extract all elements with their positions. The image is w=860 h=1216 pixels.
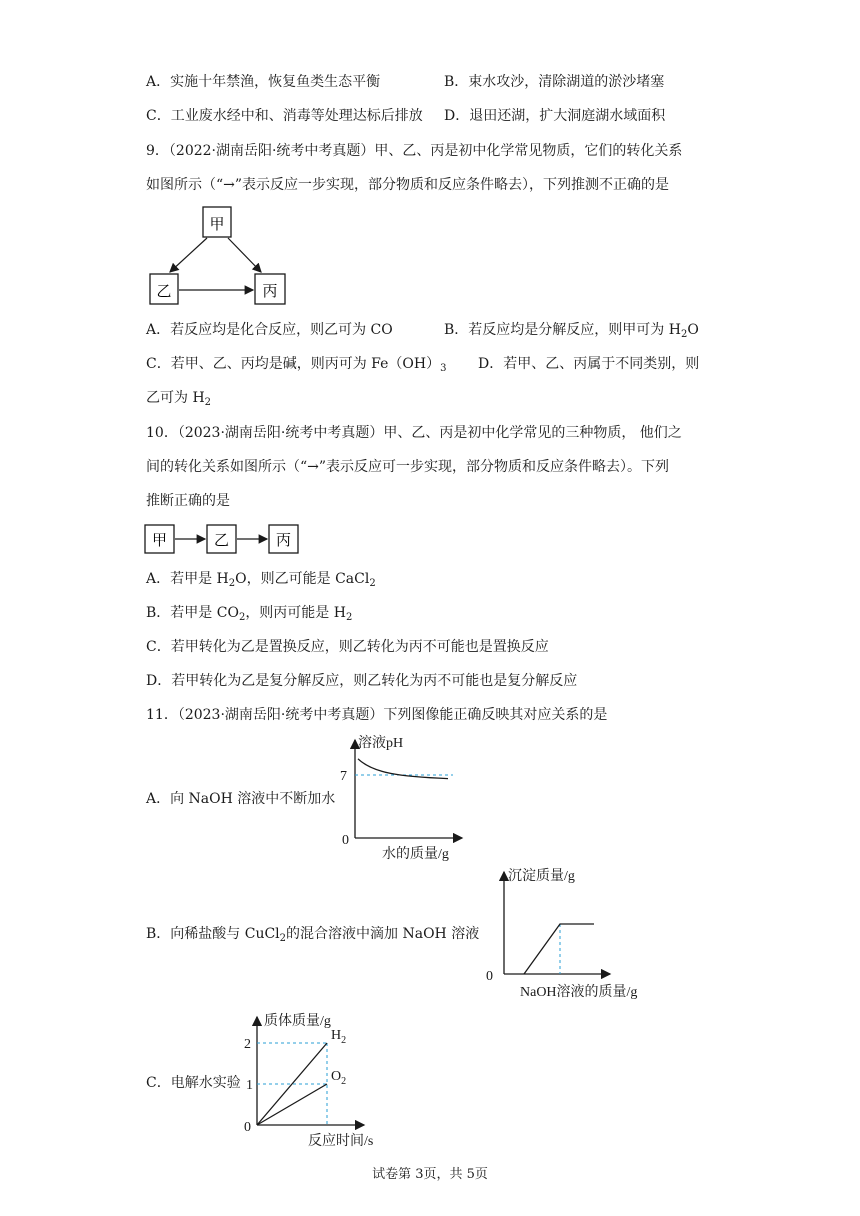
q11-option-b: B．向稀盐酸与 CuCl$_2$的混合溶液中滴加 NaOH 溶液: [146, 926, 480, 944]
q10-option-b: B．若甲是 $CO_2$，则丙可能是 $H_2$: [146, 605, 353, 623]
chart-a-y-label: 溶液pH: [358, 736, 404, 751]
q11-option-a: A．向 NaOH 溶液中不断加水: [146, 791, 336, 807]
q9-option-d-line-1: D．若甲、乙、丙属于不同类别，则: [478, 356, 700, 372]
q8-option-d: D．退田还湖，扩大洞庭湖水域面积: [444, 108, 666, 124]
chart-c-y-label: 质体质量/g: [264, 1014, 331, 1029]
q10-option-c: C．若甲转化为乙是置换反应，则乙转化为丙不可能也是置换反应: [146, 639, 549, 655]
q9-arrow-jia-bing: [228, 238, 261, 272]
chart-a-tick-7: 7: [340, 769, 347, 784]
chart-c-series-label-h2: $H_2$: [331, 1028, 347, 1046]
q9-stem-line-2: 如图所示（“→”表示反应一步实现，部分物质和反应条件略去），下列推测不正确的是: [146, 177, 670, 193]
q9-box-yi-label: 乙: [156, 282, 172, 300]
q10-option-a: A．若甲是 $H_2O$，则乙可能是 CaCl$_2$: [146, 571, 376, 589]
chart-c-tick-2: 2: [244, 1037, 251, 1052]
chart-c-origin: 0: [244, 1120, 251, 1135]
chart-c-gas-vs-time: [240, 1005, 390, 1150]
q10-box-bing-label: 丙: [275, 531, 292, 549]
q10-chain-diagram: [140, 521, 310, 557]
q9-option-d-line-2: 乙可为 $H_2$: [146, 390, 212, 408]
q8-option-c: C．工业废水经中和、消毒等处理达标后排放: [146, 108, 423, 124]
q9-option-a: A．若反应均是化合反应，则乙可为 CO: [146, 322, 393, 338]
chart-a-origin: 0: [342, 833, 349, 848]
q11-option-c: C．电解水实验: [146, 1075, 241, 1091]
chart-b-x-label: NaOH溶液的质量/g: [520, 985, 638, 1000]
chart-c-x-label: 反应时间/s: [308, 1134, 374, 1149]
chart-c-tick-1: 1: [246, 1078, 253, 1093]
q9-box-jia-label: 甲: [209, 215, 225, 233]
q10-box-yi-label: 乙: [213, 531, 230, 549]
q10-stem-line-2: 间的转化关系如图所示（“→”表示反应可一步实现，部分物质和反应条件略去）。下列: [146, 459, 670, 475]
q10-stem-line-1: 10．（2023·湖南岳阳·统考中考真题）甲、乙、丙是初中化学常见的三种物质， 他们之: [146, 425, 682, 441]
q9-stem-line-1: 9．（2022·湖南岳阳·统考中考真题）甲、乙、丙是初中化学常见物质，它们的转化关系: [146, 143, 683, 159]
q9-arrow-jia-yi: [170, 238, 207, 272]
q8-option-a: A．实施十年禁渔，恢复鱼类生态平衡: [146, 74, 381, 90]
page-footer: 试卷第 3页，共 5页: [372, 1167, 488, 1182]
q10-stem-line-3: 推断正确的是: [146, 493, 230, 509]
chart-c-series-label-o2: $O_2$: [331, 1069, 347, 1087]
q10-option-d: D．若甲转化为乙是复分解反应，则乙转化为丙不可能也是复分解反应: [146, 673, 578, 689]
chart-b-y-label: 沉淀质量/g: [508, 869, 575, 884]
chart-a-ph-vs-water: [330, 728, 490, 863]
chart-b-precipitate-vs-naoh: [478, 862, 668, 1002]
chart-c-series-line-h2: [257, 1043, 327, 1125]
q9-option-b: B．若反应均是分解反应，则甲可为 $H_2O$: [444, 322, 699, 340]
q9-box-bing-label: 丙: [262, 282, 278, 300]
q10-box-jia-label: 甲: [151, 531, 168, 549]
q11-stem: 11．（2023·湖南岳阳·统考中考真题）下列图像能正确反映其对应关系的是: [146, 707, 608, 723]
chart-c-series-line-o2: [257, 1084, 327, 1125]
q9-triangle-diagram: [140, 202, 300, 308]
q9-option-c: C．若甲、乙、丙均是碱，则丙可为 $Fe(OH)_3$: [146, 356, 447, 374]
chart-a-ph-curve: [358, 759, 448, 779]
chart-b-origin: 0: [486, 969, 493, 984]
chart-b-precipitate-line: [524, 924, 594, 974]
chart-a-x-label: 水的质量/g: [382, 847, 449, 862]
q8-option-b: B．束水攻沙，清除湖道的淤沙堵塞: [444, 74, 665, 90]
